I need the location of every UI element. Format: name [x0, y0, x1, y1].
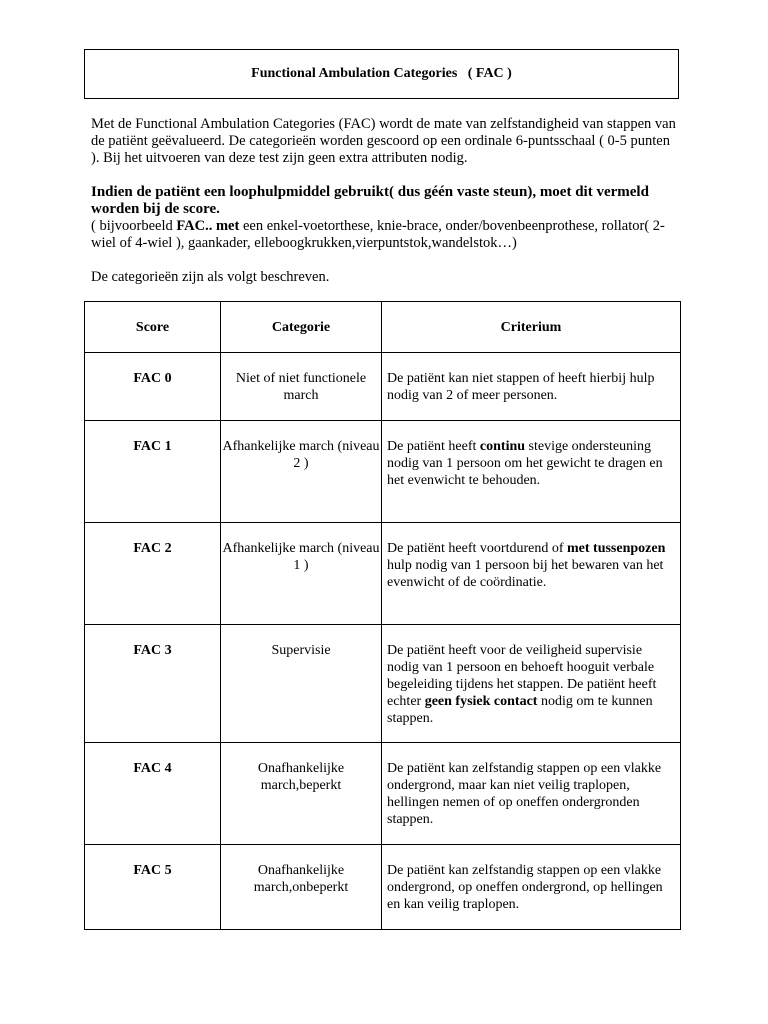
score-cell: FAC 5	[85, 845, 221, 930]
categorie-cell: Afhankelijke march (niveau 2 )	[221, 421, 382, 523]
criterium-cell	[382, 845, 681, 930]
criterium-cell	[382, 743, 681, 845]
intro-paragraph: Met de Functional Ambulation Categories (FAC) wordt de mate van zelfstandigheid van stappen van de patiënt geëvalueerd. De categorieën worden gescoord op een ordinale 6-puntsschaal ( 0-5 punten ). Bij het uitvoeren van deze test zijn geen extra attributen nodig.	[91, 116, 676, 166]
walking-aid-note: Indien de patiënt een loophulpmiddel gebruikt( dus géén vaste steun), moet dit vermeld worden bij de score.	[91, 184, 649, 217]
categories-intro: De categorieën zijn als volgt beschreven.	[91, 269, 330, 285]
criterium-cell	[382, 625, 681, 743]
criterium-emphasis: continu	[479, 439, 526, 454]
criterium-text: De patiënt heeft voor de veiligheid supervisie nodig van 1 persoon en behoeft hooguit verbale begeleiding tijdens het stappen. De patiënt heeft echter	[387, 643, 657, 709]
intro-section	[91, 116, 681, 286]
categorie-cell: Supervisie	[221, 625, 382, 743]
table-row	[85, 625, 681, 743]
criterium-cell	[382, 421, 681, 523]
fac-table	[84, 301, 681, 930]
criterium-text: De patiënt heeft voortdurend of	[387, 541, 567, 556]
score-cell: FAC 1	[85, 421, 221, 523]
criterium-text: De patiënt heeft	[387, 439, 480, 454]
categorie-cell: Onafhankelijke march,beperkt	[221, 743, 382, 845]
example-prefix: ( bijvoorbeeld	[91, 218, 177, 234]
criterium-text: De patiënt kan zelfstandig stappen op een vlakke ondergrond, op oneffen ondergrond, op hellingen en kan veilig traplopen.	[387, 863, 663, 912]
score-cell: FAC 2	[85, 523, 221, 625]
score-cell: FAC 4	[85, 743, 221, 845]
document-title: Functional Ambulation Categories ( FAC )	[84, 49, 679, 99]
header-categorie: Categorie	[221, 302, 382, 353]
criterium-text: De patiënt kan zelfstandig stappen op een vlakke ondergrond, maar kan niet veilig traplopen, hellingen nemen of op oneffen ondergronden stappen.	[387, 761, 662, 827]
table-row	[85, 353, 681, 421]
criterium-text: hulp nodig van 1 persoon bij het bewaren van het evenwicht of de coördinatie.	[387, 558, 664, 590]
criterium-text: nodig om te kunnen stappen.	[387, 694, 653, 726]
table-header-row	[85, 302, 681, 353]
criterium-text: stevige ondersteuning nodig van 1 persoon om het gewicht te dragen en het evenwicht te behouden.	[387, 439, 663, 488]
score-cell: FAC 0	[85, 353, 221, 421]
categorie-cell: Onafhankelijke march,onbeperkt	[221, 845, 382, 930]
header-criterium: Criterium	[382, 302, 681, 353]
header-score: Score	[85, 302, 221, 353]
categorie-cell: Niet of niet functionele march	[221, 353, 382, 421]
criterium-emphasis: geen fysiek contact	[424, 694, 538, 709]
criterium-emphasis: met tussenpozen	[567, 541, 666, 556]
table-row	[85, 523, 681, 625]
criterium-text: De patiënt kan niet stappen of heeft hierbij hulp nodig van 2 of meer personen.	[387, 371, 655, 403]
criterium-cell	[382, 523, 681, 625]
table-row	[85, 743, 681, 845]
criterium-cell	[382, 353, 681, 421]
example-rest: een enkel-voetorthese, knie-brace, onder/bovenbeenprothese, rollator( 2-wiel of 4-wiel ), gaankader, elleboogkrukken,vierpuntstok,wandelstok…)	[91, 218, 665, 251]
categorie-cell: Afhankelijke march (niveau 1 )	[221, 523, 382, 625]
example-bold: FAC.. met	[176, 218, 240, 234]
table-row	[85, 845, 681, 930]
score-cell: FAC 3	[85, 625, 221, 743]
table-row	[85, 421, 681, 523]
walking-aid-example	[91, 218, 681, 252]
